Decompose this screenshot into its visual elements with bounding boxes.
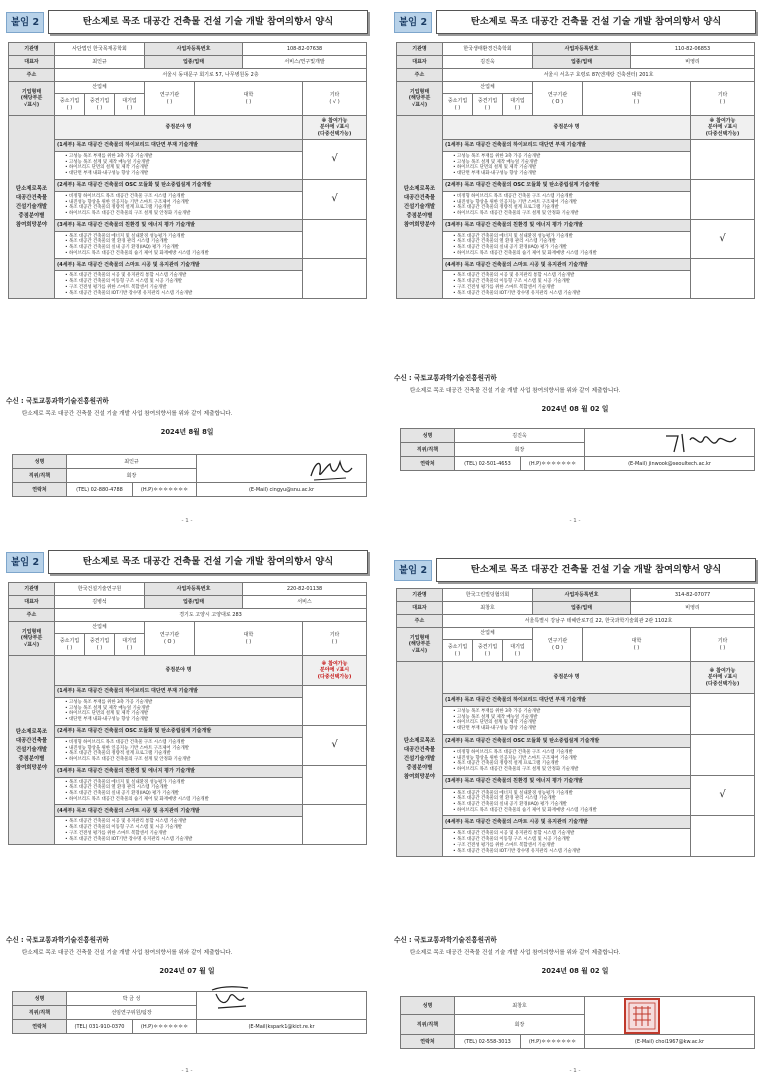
sig-pos-value: 회장 [67,469,197,483]
research-check[interactable]: ( ) [166,98,173,105]
sig-email: (E-Mail) cingyu@snu.ac.kr [197,483,367,497]
field-1-check[interactable]: √ [303,140,367,180]
org-label: 기관명 [9,43,55,56]
industry-label: 산업체 [443,82,533,94]
research-cell: 연구기관 ( O ) [533,82,583,116]
statement: 탄소제로 목조 대공간 건축물 건설 기술 개발 사업 참여의향서를 위와 같이 제출합니다. [410,388,621,394]
other-check[interactable]: ( √ ) [329,98,340,105]
biztype-label: 업종/업태 [145,596,243,609]
large-cell: 대기업 ( ) [503,94,533,116]
org-value: 한국생태환경건축학회 [443,43,533,56]
field-1-check[interactable] [691,694,755,735]
orgtype-label: 기업형태 (해당부분 √표시) [397,628,443,662]
org-label: 기관명 [397,589,443,602]
research-cell: 연구기관 ( ) [145,82,195,116]
page-number: - 1 - [569,518,581,524]
bizno-label: 사업자등록번호 [145,43,243,56]
mid-cell: 중견기업 ( ) [85,94,115,116]
univ-cell: 대학 ( ) [195,622,303,656]
biztype-value: 서비스/연구및개발 [243,56,367,69]
sig-name-label: 성명 [13,992,67,1006]
sme-cell: 중소기업 ( ) [55,94,85,116]
field-4-head: (4세부) 목조 대공간 건축물의 스마트 시공 및 유지관리 기술개발 [443,816,691,829]
rep-value: 최창호 [443,602,533,615]
sig-pos-label: 직위/직책 [401,1015,455,1035]
field-1-items: • 고성능 목조 부재를 위한 3축 가공 기술개발 • 고성능 목조 설계 및 제작 매뉴얼 기술개발 • 하이브리드 단면의 설계 및 제작 기술개발 • 대단면 부재 내화·내구성능 향상 기술개발 [443,152,691,180]
bizno-value: 314-82-07077 [631,589,755,602]
check-header: ※ 참여가능 분야에 √표시 (다중선택가능) [691,662,755,694]
field-2-check[interactable]: √ [303,179,367,219]
bizno-label: 사업자등록번호 [533,43,631,56]
sig-pos-label: 직위/직책 [13,469,67,483]
page-number: - 1 - [569,1068,581,1074]
sme-cell: 중소기업 ( ) [443,94,473,116]
field-2-head: (2세부) 목조 대공간 건축물의 OSC 모듈화 및 탄소중립설계 기술개발 [55,725,303,737]
field-4-head: (4세부) 목조 대공간 건축물의 스마트 시공 및 유지관리 기술개발 [443,259,691,271]
statement: 탄소제로 목조 대공간 건축물 건설 기술 개발 사업 참여의향서를 위와 같이 제출합니다. [22,411,233,417]
industry-label: 산업체 [55,622,145,634]
field-2-head: (2세부) 목조 대공간 건축물의 OSC 모듈화 및 탄소중립설계 기술개발 [55,179,303,191]
field-3-items: • 목조 대공간 건축물의 에너지 및 실내환경 성능평가 기술개발 • 목조 대공간 건축물의 열 환경 관리 시스템 기술개발 • 목조 대공간 건축물의 실내 공기 환경(IAQ) 평가 기술개발 • 하이브리드 목조 대공간 건축물의 습기 제어 및 화재예방 시스템 기술개발 [55,777,303,805]
org-value: 한국건설기술연구원 [55,583,145,596]
rep-label: 대표자 [397,602,443,615]
rep-value: 김진욱 [443,56,533,69]
seal-stamp [622,996,662,1036]
other-check[interactable]: ( ) [719,98,726,105]
sme-check[interactable]: ( ) [66,104,73,111]
form-title: 탄소제로 목조 대공간 건축물 건설 기술 개발 참여의향서 양식 [48,550,368,574]
statement: 탄소제로 목조 대공간 건축물 건설 기술 개발 사업 참여의향서를 위와 같이 제출합니다. [410,950,621,956]
univ-check[interactable]: ( ) [245,98,252,105]
field-1-items: • 고성능 목조 부재를 위한 3축 가공 기술개발 • 고성능 목조 설계 및 제작 매뉴얼 기술개발 • 하이브리드 단면의 설계 및 제작 기술개발 • 대단면 부재 내화·내구성능 향상 기술개발 [55,152,303,180]
sig-hp: (H.P)＊＊＊＊＊＊＊ [521,1035,585,1049]
univ-check[interactable]: ( ) [633,98,640,105]
field-1-head: (1세부) 목조 대공간 건축물의 하이브리드 대단면 부재 기술개발 [443,694,691,707]
form-page-3 [6,548,368,1080]
sig-hp: (H.P)＊＊＊＊＊＊＊ [133,1020,197,1034]
mid-cell: 중견기업 ( ) [473,94,503,116]
large-cell: 대기업 ( ) [115,94,145,116]
orgtype-label: 기업형태 (해당부분 √표시) [9,622,55,656]
univ-check[interactable]: ( ) [633,644,640,651]
handwritten-signature [208,984,256,1012]
sig-tel: (TEL) 02-880-4788 [67,483,133,497]
univ-check[interactable]: ( ) [245,638,252,645]
submission-date: 2024년 07 월 일 [159,967,215,975]
addr-label: 주소 [9,609,55,622]
sig-tel: (TEL) 02-558-3013 [455,1035,521,1049]
orgtype-label: 기업형태 (해당부분 √표시) [9,82,55,116]
form-page-2 [394,8,756,528]
field-header: 중점분야 명 [55,656,303,686]
mid-check[interactable]: ( ) [484,104,491,111]
attachment-tag: 붙임 2 [6,12,44,33]
orgtype-label: 기업형태 (해당부분 √표시) [397,82,443,116]
field-3-items: • 목조 대공간 건축물의 에너지 및 실내환경 성능평가 기술개발 • 목조 대공간 건축물의 열 환경 관리 시스템 기술개발 • 목조 대공간 건축물의 실내 공기 환경(IAQ) 평가 기술개발 • 하이브리드 목조 대공간 건축물의 습기 제어 및 화재예방 시스템 기술개발 [443,231,691,259]
sig-pos-label: 직위/직책 [13,1006,67,1020]
check-header: ※ 참여가능 분야에 √표시 (다중선택가능) [691,116,755,140]
field-2-items: • 비정형 하이브리드 목조 대공간 건축물 구조 시스템 기술개발 • 내진성능 향상을 위한 인공지능 기반 스마트 구조제어 기술개발 • 목조 대공간 건축물의 정량적 설계 프로그램 기술개발 • 하이브리드 목조 대공간 건축물의 구조 설계 및 안정화 기술개발 [55,737,303,765]
mid-cell: 중견기업 ( ) [473,640,503,662]
research-cell: 연구기관 ( O ) [145,622,195,656]
field-2-head: (2세부) 목조 대공간 건축물의 OSC 모듈화 및 탄소중립설계 기술개발 [443,734,691,747]
field-header: 중점분야 명 [443,116,691,140]
biztype-label: 업종/업태 [533,602,631,615]
sig-email: (E-Mail)kspark1@kict.re.kr [197,1020,367,1034]
sig-contact-label: 연락처 [401,457,455,471]
mid-check[interactable]: ( ) [96,644,103,651]
sme-cell: 중소기업 ( ) [55,634,85,656]
submission-date: 2024년 08 월 02 일 [541,967,609,975]
info-table [8,42,367,299]
research-check[interactable]: ( O ) [552,644,564,651]
field-3-head: (3세부) 목조 대공간 건축물의 친환경 및 에너지 평가 기술개발 [55,219,303,231]
field-header: 중점분야 명 [55,116,303,140]
side-label: 탄소제로목조 대공간건축물 건설기술개발 중점분야별 참여희망분야 [9,656,55,845]
research-cell: 연구기관 ( O ) [533,628,583,662]
field-4-items: • 목조 대공간 건축물의 시공 및 유지관리 통합 시스템 기술개발 • 목조 대공간 건축물의 이동형 구조 시스템 및 시공 기술개발 • 구조 건전성 평가를 위한 스마트 복합센서 기술개발 • 목조 대공간 건축물의 IOT기반 장수명 유지관리 시스템 기술개발 [55,271,303,299]
sme-cell: 중소기업 ( ) [443,640,473,662]
recipient: 수신 : 국토교통과학기술진흥원귀하 [394,936,497,944]
form-header [394,8,756,34]
addr-value: 서울시 동대문구 회기로 57, 나무병원동 2층 [55,69,367,82]
sig-pos-value: 선임연구위원/팀장 [67,1006,197,1020]
field-1-check[interactable] [303,686,367,726]
mid-cell: 중견기업 ( ) [85,634,115,656]
sig-contact-label: 연락처 [13,1020,67,1034]
check-header: ※ 참여가능 분야에 √표시 (다중선택가능) [303,116,367,140]
field-4-check[interactable] [303,259,367,299]
univ-cell: 대학 ( ) [583,82,691,116]
field-4-items: • 목조 대공간 건축물의 시공 및 유지관리 통합 시스템 기술개발 • 목조 대공간 건축물의 이동형 구조 시스템 및 시공 기술개발 • 구조 건전성 평가를 위한 스마트 복합센서 기술개발 • 목조 대공간 건축물의 IOT기반 장수명 유지관리 시스템 기술개발 [443,271,691,299]
rep-value: 최인규 [55,56,145,69]
sig-name-value: 박 금 성 [67,992,197,1006]
industry-label: 산업체 [55,82,145,94]
info-table [8,582,367,845]
sme-check[interactable]: ( ) [454,650,461,657]
field-3-head: (3세부) 목조 대공간 건축물의 친환경 및 에너지 평가 기술개발 [55,765,303,777]
form-page-1 [6,8,368,528]
bizno-value: 220-82-01138 [243,583,367,596]
form-page-4 [394,556,756,1080]
other-cell: 기타 ( ) [303,622,367,656]
large-check[interactable]: ( ) [126,644,133,651]
mid-check[interactable]: ( ) [484,650,491,657]
side-label: 탄소제로목조 대공간건축물 건설기술개발 중점분야별 참여희망분야 [397,116,443,299]
recipient: 수신 : 국토교통과학기술진흥원귀하 [6,936,109,944]
signature-table [400,996,755,1049]
field-2-items: • 비정형 하이브리드 목조 대공간 건축물 구조 시스템 기술개발 • 내진성능 향상을 위한 인공지능 기반 스마트 구조제어 기술개발 • 목조 대공간 건축물의 정량적 설계 프로그램 기술개발 • 하이브리드 목조 대공간 건축물의 구조 설계 및 안정화 기술개발 [443,747,691,775]
sig-hp: (H.P)＊＊＊＊＊＊＊ [521,457,585,471]
form-header [6,8,368,34]
bizno-label: 사업자등록번호 [145,583,243,596]
handwritten-signature [662,428,742,456]
field-3-head: (3세부) 목조 대공간 건축물의 친환경 및 에너지 평가 기술개발 [443,775,691,788]
field-1-head: (1세부) 목조 대공간 건축물의 하이브리드 대단면 부재 기술개발 [55,686,303,698]
form-title: 탄소제로 목조 대공간 건축물 건설 기술 개발 참여의향서 양식 [436,10,756,34]
field-3-check[interactable] [303,219,367,259]
submission-date: 2024년 8월 8일 [160,428,214,436]
other-cell: 기타 ( √ ) [303,82,367,116]
rep-value: 김병석 [55,596,145,609]
field-4-check[interactable] [691,259,755,299]
field-1-check[interactable] [691,140,755,180]
field-3-items: • 목조 대공간 건축물의 에너지 및 실내환경 성능평가 기술개발 • 목조 대공간 건축물의 열 환경 관리 시스템 기술개발 • 목조 대공간 건축물의 실내 공기 환경(IAQ) 평가 기술개발 • 하이브리드 목조 대공간 건축물의 습기 제어 및 화재예방 시스템 기술개발 [55,231,303,259]
bizno-value: 108-82-07638 [243,43,367,56]
recipient: 수신 : 국토교통과학기술진흥원귀하 [6,397,109,405]
univ-cell: 대학 ( ) [583,628,691,662]
field-3-check[interactable]: √ [691,219,755,259]
sig-name-value: 김진욱 [455,429,585,443]
sme-check[interactable]: ( ) [454,104,461,111]
other-check[interactable]: ( ) [331,638,338,645]
form-title: 탄소제로 목조 대공간 건축물 건설 기술 개발 참여의향서 양식 [436,558,756,582]
submission-date: 2024년 08 월 02 일 [541,405,609,413]
field-1-items: • 고성능 목조 부재를 위한 3축 가공 기술개발 • 고성능 목조 설계 및 제작 매뉴얼 기술개발 • 하이브리드 단면의 설계 및 제작 기술개발 • 대단면 부재 내화·내구성능 향상 기술개발 [55,698,303,726]
sig-name-label: 성명 [13,455,67,469]
sig-name-value: 최창호 [455,997,585,1015]
field-3-items: • 목조 대공간 건축물의 에너지 및 실내환경 성능평가 기술개발 • 목조 대공간 건축물의 열 환경 관리 시스템 기술개발 • 목조 대공간 건축물의 실내 공기 환경(IAQ) 평가 기술개발 • 하이브리드 목조 대공간 건축물의 습기 제어 및 화재예방 시스템 기술개발 [443,788,691,816]
sig-contact-label: 연락처 [401,1035,455,1049]
field-2-check[interactable] [691,734,755,775]
org-label: 기관명 [9,583,55,596]
handwritten-signature [306,456,356,484]
page-number: - 1 - [181,518,193,524]
field-4-check[interactable] [303,805,367,845]
field-header: 중점분야 명 [443,662,691,694]
info-table [396,588,755,857]
addr-label: 주소 [397,69,443,82]
side-label: 탄소제로목조 대공간건축물 건설기술개발 중점분야별 참여희망분야 [397,662,443,857]
bizno-value: 110-82-06853 [631,43,755,56]
form-header [6,548,368,574]
signature-cell [585,997,755,1035]
field-4-items: • 목조 대공간 건축물의 시공 및 유지관리 통합 시스템 기술개발 • 목조 대공간 건축물의 이동형 구조 시스템 및 시공 기술개발 • 구조 건전성 평가를 위한 스마트 복합센서 기술개발 • 목조 대공간 건축물의 IOT기반 장수명 유지관리 시스템 기술개발 [443,829,691,857]
research-check[interactable]: ( O ) [164,638,176,645]
biztype-value: 서비스 [243,596,367,609]
large-cell: 대기업 ( ) [115,634,145,656]
sme-check[interactable]: ( ) [66,644,73,651]
field-4-check[interactable] [691,816,755,857]
form-header [394,556,756,582]
sig-pos-label: 직위/직책 [401,443,455,457]
biztype-value: 비영리 [631,602,755,615]
signature-table [12,991,367,1034]
biztype-label: 업종/업태 [533,56,631,69]
sig-name-label: 성명 [401,997,455,1015]
large-cell: 대기업 ( ) [503,640,533,662]
large-check[interactable]: ( ) [514,650,521,657]
bizno-label: 사업자등록번호 [533,589,631,602]
addr-label: 주소 [397,615,443,628]
field-2-check[interactable]: √ [303,725,367,765]
org-value: 사단법인 한국목재공학회 [55,43,145,56]
sig-contact-label: 연락처 [13,483,67,497]
recipient: 수신 : 국토교통과학기술진흥원귀하 [394,374,497,382]
rep-label: 대표자 [397,56,443,69]
statement: 탄소제로 목조 대공간 건축물 건설 기술 개발 사업 참여의향서를 위와 같이 제출합니다. [22,950,233,956]
field-4-head: (4세부) 목조 대공간 건축물의 스마트 시공 및 유지관리 기술개발 [55,259,303,271]
field-4-head: (4세부) 목조 대공간 건축물의 스마트 시공 및 유지관리 기술개발 [55,805,303,817]
check-header: ※ 참여가능 분야에 √표시 (다중선택가능) [303,656,367,686]
univ-cell: 대학 ( ) [195,82,303,116]
sig-tel: (TEL) 02-501-4653 [455,457,521,471]
form-title: 탄소제로 목조 대공간 건축물 건설 기술 개발 참여의향서 양식 [48,10,368,34]
addr-value: 서울시 서초구 효령로 87(엔제랑 건축센터) 201호 [443,69,755,82]
org-value: 한국그린빌딩협의회 [443,589,533,602]
field-3-check[interactable]: √ [691,775,755,816]
field-3-head: (3세부) 목조 대공간 건축물의 친환경 및 에너지 평가 기술개발 [443,219,691,231]
sig-tel: (TEL) 031-910-0370 [67,1020,133,1034]
biztype-value: 비영리 [631,56,755,69]
attachment-tag: 붙임 2 [394,12,432,33]
sig-email: (E-Mail) jinwook@seoultech.ac.kr [585,457,755,471]
field-4-items: • 목조 대공간 건축물의 시공 및 유지관리 통합 시스템 기술개발 • 목조 대공간 건축물의 이동형 구조 시스템 및 시공 기술개발 • 구조 건전성 평가를 위한 스마트 복합센서 기술개발 • 목조 대공간 건축물의 IOT기반 장수명 유지관리 시스템 기술개발 [55,817,303,845]
field-2-items: • 비정형 하이브리드 목조 대공간 건축물 구조 시스템 기술개발 • 내진성능 향상을 위한 인공지능 기반 스마트 구조제어 기술개발 • 목조 대공간 건축물의 정량적 설계 프로그램 기술개발 • 하이브리드 목조 대공간 건축물의 구조 설계 및 안정화 기술개발 [55,191,303,219]
mid-check[interactable]: ( ) [96,104,103,111]
rep-label: 대표자 [9,596,55,609]
addr-value: 경기도 고양시 고양대로 283 [55,609,367,622]
side-label: 탄소제로목조 대공간건축물 건설기술개발 중점분야별 참여희망분야 [9,116,55,299]
other-cell: 기타 ( ) [691,628,755,662]
field-2-head: (2세부) 목조 대공간 건축물의 OSC 모듈화 및 탄소중립설계 기술개발 [443,179,691,191]
field-3-check[interactable] [303,765,367,805]
page-number: - 1 - [181,1068,193,1074]
info-table [396,42,755,299]
field-2-items: • 비정형 하이브리드 목조 대공간 건축물 구조 시스템 기술개발 • 내진성능 향상을 위한 인공지능 기반 스마트 구조제어 기술개발 • 목조 대공간 건축물의 정량적 설계 프로그램 기술개발 • 하이브리드 목조 대공간 건축물의 구조 설계 및 안정화 기술개발 [443,191,691,219]
addr-label: 주소 [9,69,55,82]
sig-email: (E-Mail) choi1967@kw.ac.kr [585,1035,755,1049]
research-check[interactable]: ( O ) [552,98,564,105]
industry-label: 산업체 [443,628,533,640]
attachment-tag: 붙임 2 [6,552,44,573]
field-1-head: (1세부) 목조 대공간 건축물의 하이브리드 대단면 부재 기술개발 [443,140,691,152]
sig-hp: (H.P)＊＊＊＊＊＊＊ [133,483,197,497]
sig-pos-value: 회장 [455,1015,585,1035]
other-cell: 기타 ( ) [691,82,755,116]
addr-value: 서울특별시 강남구 테헤란로7길 22, 한국과학기술회관 2관 1102호 [443,615,755,628]
attachment-tag: 붙임 2 [394,560,432,581]
field-2-check[interactable] [691,179,755,219]
large-check[interactable]: ( ) [126,104,133,111]
other-check[interactable]: ( ) [719,644,726,651]
sig-name-label: 성명 [401,429,455,443]
sig-pos-value: 회장 [455,443,585,457]
rep-label: 대표자 [9,56,55,69]
biztype-label: 업종/업태 [145,56,243,69]
large-check[interactable]: ( ) [514,104,521,111]
org-label: 기관명 [397,43,443,56]
sig-name-value: 최인규 [67,455,197,469]
field-1-items: • 고성능 목조 부재를 위한 3축 가공 기술개발 • 고성능 목조 설계 및 제작 매뉴얼 기술개발 • 하이브리드 단면의 설계 및 제작 기술개발 • 대단면 부재 내화·내구성능 향상 기술개발 [443,707,691,735]
field-1-head: (1세부) 목조 대공간 건축물의 하이브리드 대단면 부재 기술개발 [55,140,303,152]
